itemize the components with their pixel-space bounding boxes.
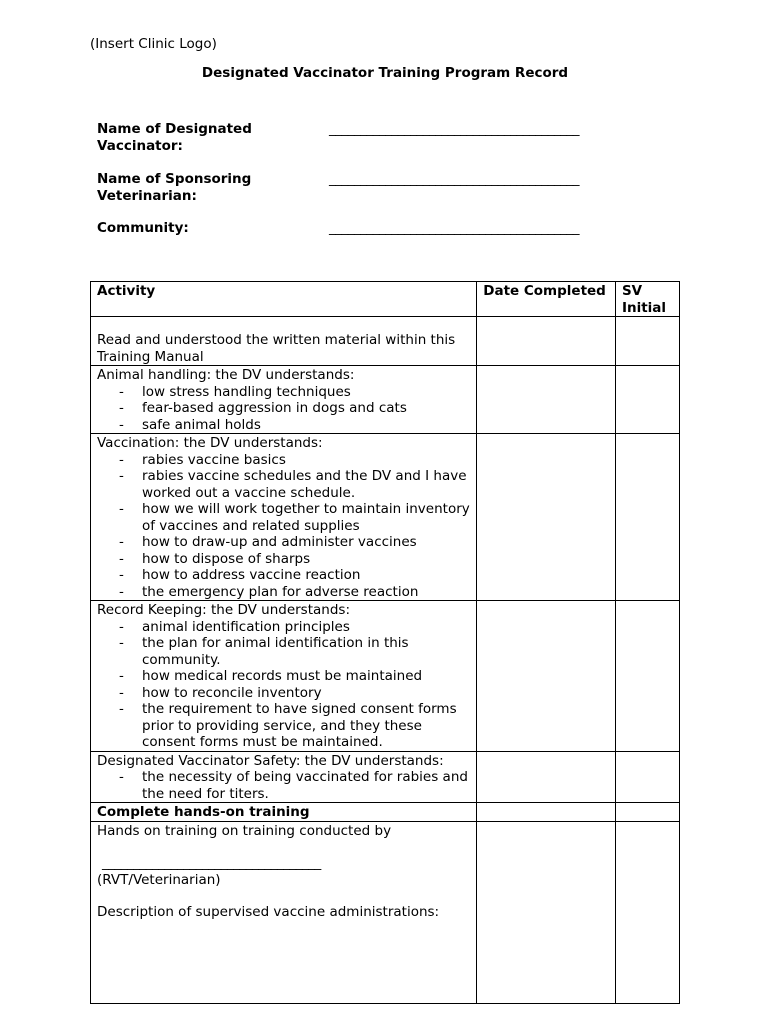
list-item: - how medical records must be maintained [97, 668, 470, 685]
list-item: - the requirement to have signed consent forms prior to providing service, and they these consent forms must be maintained. [97, 701, 470, 751]
list-item: - animal identification principles [97, 619, 470, 636]
table-row [91, 434, 680, 601]
initial-cell[interactable] [615, 366, 679, 434]
list-item: - low stress handling techniques [97, 384, 470, 401]
table-row [91, 317, 680, 366]
activity-cell [91, 434, 477, 601]
activity-cell [91, 366, 477, 434]
activity-intro: Record Keeping: the DV understands: [97, 602, 350, 618]
date-cell[interactable] [477, 803, 616, 822]
initial-cell[interactable] [615, 434, 679, 601]
activity-list [97, 452, 470, 601]
activity-intro: Vaccination: the DV understands: [97, 435, 323, 451]
header-sv-initial: SV Initial [615, 282, 679, 317]
initial-cell[interactable] [615, 751, 679, 803]
list-item: - the necessity of being vaccinated for rabies and the need for titers. [97, 769, 470, 802]
table-row [91, 751, 680, 803]
list-item: - rabies vaccine schedules and the DV and I have worked out a vaccine schedule. [97, 468, 470, 501]
date-cell[interactable] [477, 317, 616, 366]
field-label: Name of Designated Vaccinator: [97, 121, 252, 154]
blank-line[interactable]: ________________________________________ [329, 220, 579, 236]
date-cell[interactable] [477, 601, 616, 752]
list-item: - how we will work together to maintain inventory of vaccines and related supplies [97, 501, 470, 534]
date-cell[interactable] [477, 821, 616, 1003]
list-item: - safe animal holds [97, 417, 470, 434]
activity-cell [91, 821, 477, 1003]
blank-line[interactable]: ________________________________________ [329, 121, 579, 137]
list-item: - how to address vaccine reaction [97, 567, 470, 584]
table-header-row [91, 282, 680, 317]
hands-on-text: Hands on training on training conducted by [97, 822, 392, 839]
description-text: Description of supervised vaccine administrations: [97, 904, 440, 920]
list-item: - the plan for animal identification in this community. [97, 635, 470, 668]
activity-intro: Designated Vaccinator Safety: the DV understands: [97, 752, 444, 769]
table-row [91, 821, 680, 1003]
header-activity: Activity [91, 282, 477, 317]
activity-cell [91, 803, 477, 822]
activity-list [97, 769, 470, 802]
activity-cell [91, 601, 477, 752]
activity-list [97, 619, 470, 751]
initial-cell[interactable] [615, 821, 679, 1003]
date-cell[interactable] [477, 366, 616, 434]
list-item: - rabies vaccine basics [97, 452, 470, 469]
list-item: - fear-based aggression in dogs and cats [97, 400, 470, 417]
activity-text: Complete hands-on training [97, 804, 310, 820]
list-item: - the emergency plan for adverse reaction [97, 584, 470, 601]
activity-cell [91, 317, 477, 366]
document-title: Designated Vaccinator Training Program Record [201, 65, 569, 81]
blank-line[interactable]: ________________________________________ [329, 171, 579, 187]
clinic-logo-placeholder: (Insert Clinic Logo) [90, 36, 217, 52]
activity-list [97, 384, 470, 434]
activity-intro: Animal handling: the DV understands: [97, 367, 355, 383]
initial-cell[interactable] [615, 317, 679, 366]
activity-cell [91, 751, 477, 803]
header-date-completed: Date Completed [477, 282, 616, 317]
initial-cell[interactable] [615, 803, 679, 822]
list-item: - how to reconcile inventory [97, 685, 470, 702]
list-item: - how to dispose of sharps [97, 551, 470, 568]
date-cell[interactable] [477, 751, 616, 803]
training-record-table [90, 281, 680, 1004]
table-row [91, 803, 680, 822]
list-item: - how to draw-up and administer vaccines [97, 534, 470, 551]
table-row [91, 366, 680, 434]
date-cell[interactable] [477, 434, 616, 601]
activity-text: Read and understood the written material within this Training Manual [97, 332, 456, 365]
table-row [91, 601, 680, 752]
role-text: (RVT/Veterinarian) [97, 871, 221, 888]
field-label: Community: [97, 220, 189, 236]
initial-cell[interactable] [615, 601, 679, 752]
signature-line[interactable]: ___________________________________ [102, 855, 321, 871]
field-label: Name of Sponsoring Veterinarian: [97, 171, 252, 204]
